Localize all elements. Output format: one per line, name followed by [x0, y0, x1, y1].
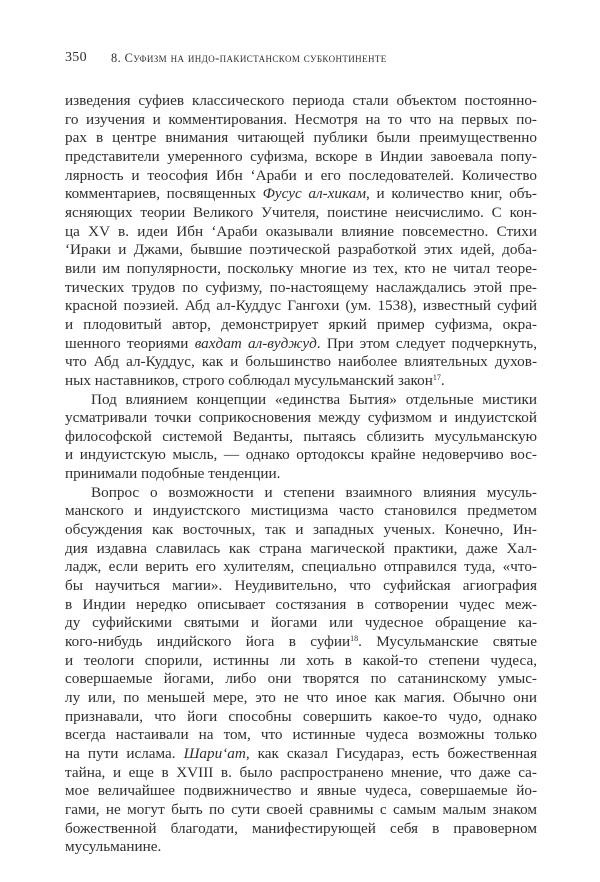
page-number: 350 — [65, 50, 87, 65]
text-line: и индуистскую мысль, — однако ортодоксы крайне недоверчиво вос- — [65, 446, 537, 464]
footnote-ref[interactable]: 18 — [350, 634, 359, 644]
text-line: манского и индуистского мистицизма часто становился предметом — [65, 502, 537, 520]
text-line: представители умеренного суфизма, вскоре в Индии завоевала попу- — [65, 147, 537, 165]
running-title: 8. Суфизм на индо-пакистанском субконтиненте — [111, 51, 387, 65]
text-line: обсуждения как восточных, так и западных ученых. Конечно, Ин- — [65, 521, 537, 539]
text-line: тайна, и еще в XVIII в. было распространено мнение, что даже са- — [65, 763, 537, 781]
text-span: кого-нибудь индийского йога в суфии — [65, 633, 351, 651]
text-line: лярность и теософия Ибн ‘Араби и его последователей. Количество — [65, 166, 537, 184]
text-line: рах в центре внимания читающей публики были преимущественно — [65, 129, 537, 147]
text-span: . Мусульманские святые — [358, 633, 537, 651]
text-line: усматривали точки соприкосновения между суфизмом и индуистской — [65, 409, 537, 427]
text-line: изведения суфиев классического периода стали объектом постоянно- — [65, 92, 537, 109]
text-line — [65, 745, 537, 764]
text-span: комментариев, посвященных — [65, 185, 263, 203]
text-line: ‘Ираки и Джами, бывшие поэтической разработкой этих идей, доба- — [65, 241, 537, 259]
text-line: Вопрос о возможности и степени взаимного влияния мусуль- — [91, 483, 537, 501]
text-line: совершаемые йогами, либо они творятся по сатанинскому умыс- — [65, 670, 537, 688]
text-line: Под влиянием концепции «единства Бытия» отдельные мистики — [91, 390, 537, 408]
italic-term: Фусус ал-хикам — [262, 185, 367, 203]
text-line — [65, 372, 537, 391]
text-line — [65, 185, 537, 204]
text-span: шенного теориями — [65, 334, 195, 352]
text-line: лу или, по меньшей мере, это не что иное как магия. Обычно они — [65, 689, 537, 706]
italic-term: Шари‘ат — [183, 744, 246, 762]
text-span: на пути ислама. — [65, 744, 184, 762]
body-text — [65, 92, 537, 857]
paragraph — [65, 484, 537, 857]
text-line: всегда настаивали на том, что истинные чудеса возможны только — [65, 726, 537, 744]
footnote-ref[interactable]: 17 — [432, 372, 441, 382]
text-line — [65, 633, 537, 652]
text-span: , и количество книг, объ- — [366, 185, 537, 203]
text-line: мусульманине. — [65, 838, 162, 856]
text-span: . При этом следует подчеркнуть, — [316, 334, 537, 352]
text-line: ясняющих теории Великого Учителя, поистине неисчислимо. С кон- — [65, 203, 537, 221]
text-span: . — [440, 371, 445, 389]
text-line: мое величайшее подвижничество и явные чудеса, совершаемые йо- — [65, 782, 537, 800]
text-line: философской системой Веданты, пытаясь сблизить мусульманскую — [65, 427, 537, 445]
text-line: дия издавна славилась как страна магической практики, даже Хал- — [65, 539, 537, 557]
text-line: в Индии нередко описывает состязания в сотворении чудес меж- — [65, 595, 537, 613]
text-line: и плодовитый автор, демонстрирует яркий пример суфизма, окра- — [65, 315, 537, 333]
text-line: что Абд ал-Куддус, как и большинство наиболее влиятельных духов- — [65, 353, 537, 371]
italic-term: вахдат ал-вуджуд — [194, 334, 317, 352]
text-line: принимали подобные тенденции. — [65, 465, 281, 483]
text-line: красной поэзией. Абд ал-Куддус Гангохи (ум. 1538), известный суфий — [65, 297, 537, 315]
text-line: ца XV в. идеи Ибн ‘Араби оказывали влияние повсеместно. Стихи — [65, 222, 537, 240]
text-line: бы научиться магии». Неудивительно, что суфийская агиография — [65, 577, 537, 595]
text-line: ду суфийскими святыми и йогами или чудесное обращение ка- — [65, 614, 537, 632]
text-line: тических трудов по суфизму, по-настоящему наслаждались этой пре- — [65, 278, 537, 296]
paragraph — [65, 391, 537, 484]
text-span: , как сказал Гисудараз, есть божественная — [245, 744, 538, 762]
text-line: вили им популярности, поскольку многие из тех, кто не читал теоре- — [65, 259, 537, 277]
text-line: божественной благодати, манифестирующей себя в правоверном — [65, 819, 537, 837]
text-line: и теологи спорили, истинны ли хоть в какой-то степени чудеса, — [65, 651, 537, 669]
text-line — [65, 335, 537, 354]
text-line: ладж, если верить его хулителям, специально отправился туда, «что- — [65, 558, 537, 576]
text-line: го изучения и комментирования. Несмотря на то что на первых по- — [65, 110, 537, 128]
text-span: ных наставников, строго соблюдал мусульманский закон — [65, 371, 433, 389]
text-line: гами, не могут быть по сути своей сравнимы с самым малым знаком — [65, 800, 537, 818]
paragraph — [65, 92, 537, 391]
text-line: признавали, что йоги способны совершить какое-то чудо, однако — [65, 707, 537, 725]
